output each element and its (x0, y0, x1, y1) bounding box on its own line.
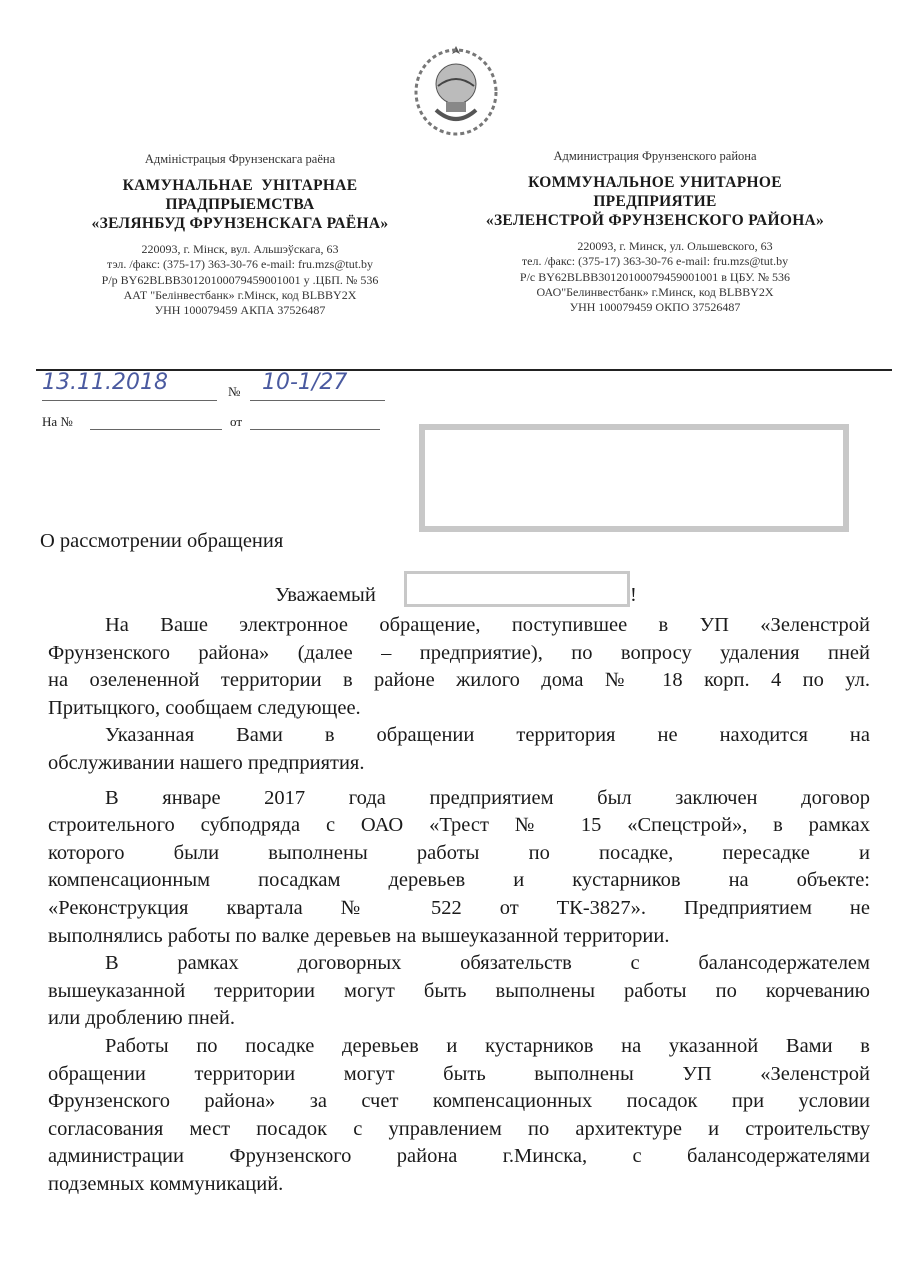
admin-name-ru: Администрация Фрунзенского района (553, 149, 757, 163)
text-line: компенсационным посадкам деревьев и кустарников на объекте: (48, 869, 870, 892)
header-right (450, 149, 860, 315)
account-line: Р/р BY62BLBB30120100079459001001 у .ЦБП. № 536 (101, 272, 379, 287)
state-emblem-icon (408, 40, 504, 140)
paragraph (48, 1033, 870, 1199)
text-line: обращении территории могут быть выполнены УП «Зеленстрой (48, 1062, 870, 1085)
tax-id-line: УНН 100079459 АКПА 37526487 (154, 303, 326, 318)
redacted-name (404, 571, 630, 607)
paragraph (48, 612, 870, 722)
text-line: На Ваше электронное обращение, поступившее в УП «Зеленстрой (105, 614, 870, 636)
subject-line: О рассмотрении обращения (40, 530, 284, 552)
org-name-line: КАМУНАЛЬНАЕ УНІТАРНАЕ (122, 177, 358, 194)
account-line: Р/с BY62BLBB30120100079459001001 в ЦБУ. № 536 (519, 269, 791, 284)
address-line: 220093, г. Минск, ул. Ольшевского, 63 (577, 239, 773, 253)
text-line: Указанная Вами в обращении территория не находится на (105, 724, 870, 747)
text-line: обслуживании нашего предприятия. (48, 751, 365, 774)
text-line: Притыцкого, сообщаем следующее. (48, 696, 361, 719)
address-line: 220093, г. Мінск, вул. Альшэўскага, 63 (141, 242, 339, 256)
text-line: вышеуказанной территории могут быть выполнены работы по корчеванию (48, 979, 870, 1002)
text-line: выполнялись работы по валке деревьев на вышеуказанной территории. (48, 924, 670, 947)
contact-line: тел. /факс: (375-17) 363-30-76 e-mail: fru.mzs@tut.by (521, 254, 789, 269)
header-left (60, 152, 420, 318)
org-name-line: «ЗЕЛЕНСТРОЙ ФРУНЗЕНСКОГО РАЙОНА» (485, 212, 825, 229)
text-line: согласования мест посадок с управлением по архитектуре и строительству (48, 1117, 870, 1140)
contact-line: тэл. /факс: (375-17) 363-30-76 e-mail: fru.mzs@tut.by (106, 257, 374, 272)
text-line: на озелененной территории в районе жилого дома № 18 корп. 4 по ул. (48, 669, 870, 692)
date-underline (42, 400, 217, 401)
text-line: В рамках договорных обязательств с балансодержателем (105, 952, 870, 975)
ref-from-label: от (230, 414, 243, 429)
paragraph (48, 785, 870, 951)
ref-number-field (90, 429, 222, 430)
text-line: Фрунзенского района» (далее – предприятие), по вопросу удаления пней (48, 641, 870, 664)
ref-number-label: На № (42, 414, 73, 429)
tax-id-line: УНН 100079459 ОКПО 37526487 (569, 300, 741, 315)
number-label: № (228, 384, 241, 399)
text-line: которого были выполнены работы по посадке, пересадке и (48, 841, 870, 864)
text-line: подземных коммуникаций. (48, 1172, 284, 1195)
salutation: Уважаемый (275, 584, 376, 606)
org-name-line: ПРАДПРЫЕМСТВА (165, 196, 315, 213)
number-underline (250, 400, 385, 401)
paragraph (48, 722, 870, 777)
text-line: администрации Фрунзенского района г.Минска, с балансодержателями (48, 1145, 870, 1168)
redacted-addressee (419, 424, 849, 532)
ref-date-field (250, 429, 380, 430)
org-name-line: ПРЕДПРИЯТИЕ (593, 193, 717, 210)
bank-line: ААТ "Белінвестбанк» г.Мінск, код BLBBY2X (123, 287, 357, 302)
org-name-line: «ЗЕЛЯНБУД ФРУНЗЕНСКАГА РАЁНА» (91, 215, 389, 232)
letter-number: 10-1/27 (262, 370, 348, 395)
salutation-end: ! (630, 584, 637, 606)
text-line: Фрунзенского района» за счет компенсационных посадок при условии (48, 1090, 870, 1113)
text-line: строительного субподряда с ОАО «Трест № 15 «Спецстрой», в рамках (48, 814, 870, 837)
text-line: В январе 2017 года предприятием был заключен договор (105, 786, 870, 809)
letter-body (48, 612, 870, 1198)
admin-name-by: Адміністрацыя Фрунзенскага раёна (144, 152, 336, 166)
text-line: Работы по посадке деревьев и кустарников на указанной Вами в (105, 1034, 870, 1057)
org-name-line: КОММУНАЛЬНОЕ УНИТАРНОЕ (528, 174, 782, 191)
bank-line: ОАО"Белинвестбанк» г.Минск, код BLBBY2X (536, 284, 774, 299)
text-line: «Реконструкция квартала № 522 от ТК-3827». Предприятием не (48, 896, 870, 919)
letter-date: 13.11.2018 (42, 370, 168, 395)
paragraph (48, 950, 870, 1033)
text-line: или дроблению пней. (48, 1007, 235, 1030)
